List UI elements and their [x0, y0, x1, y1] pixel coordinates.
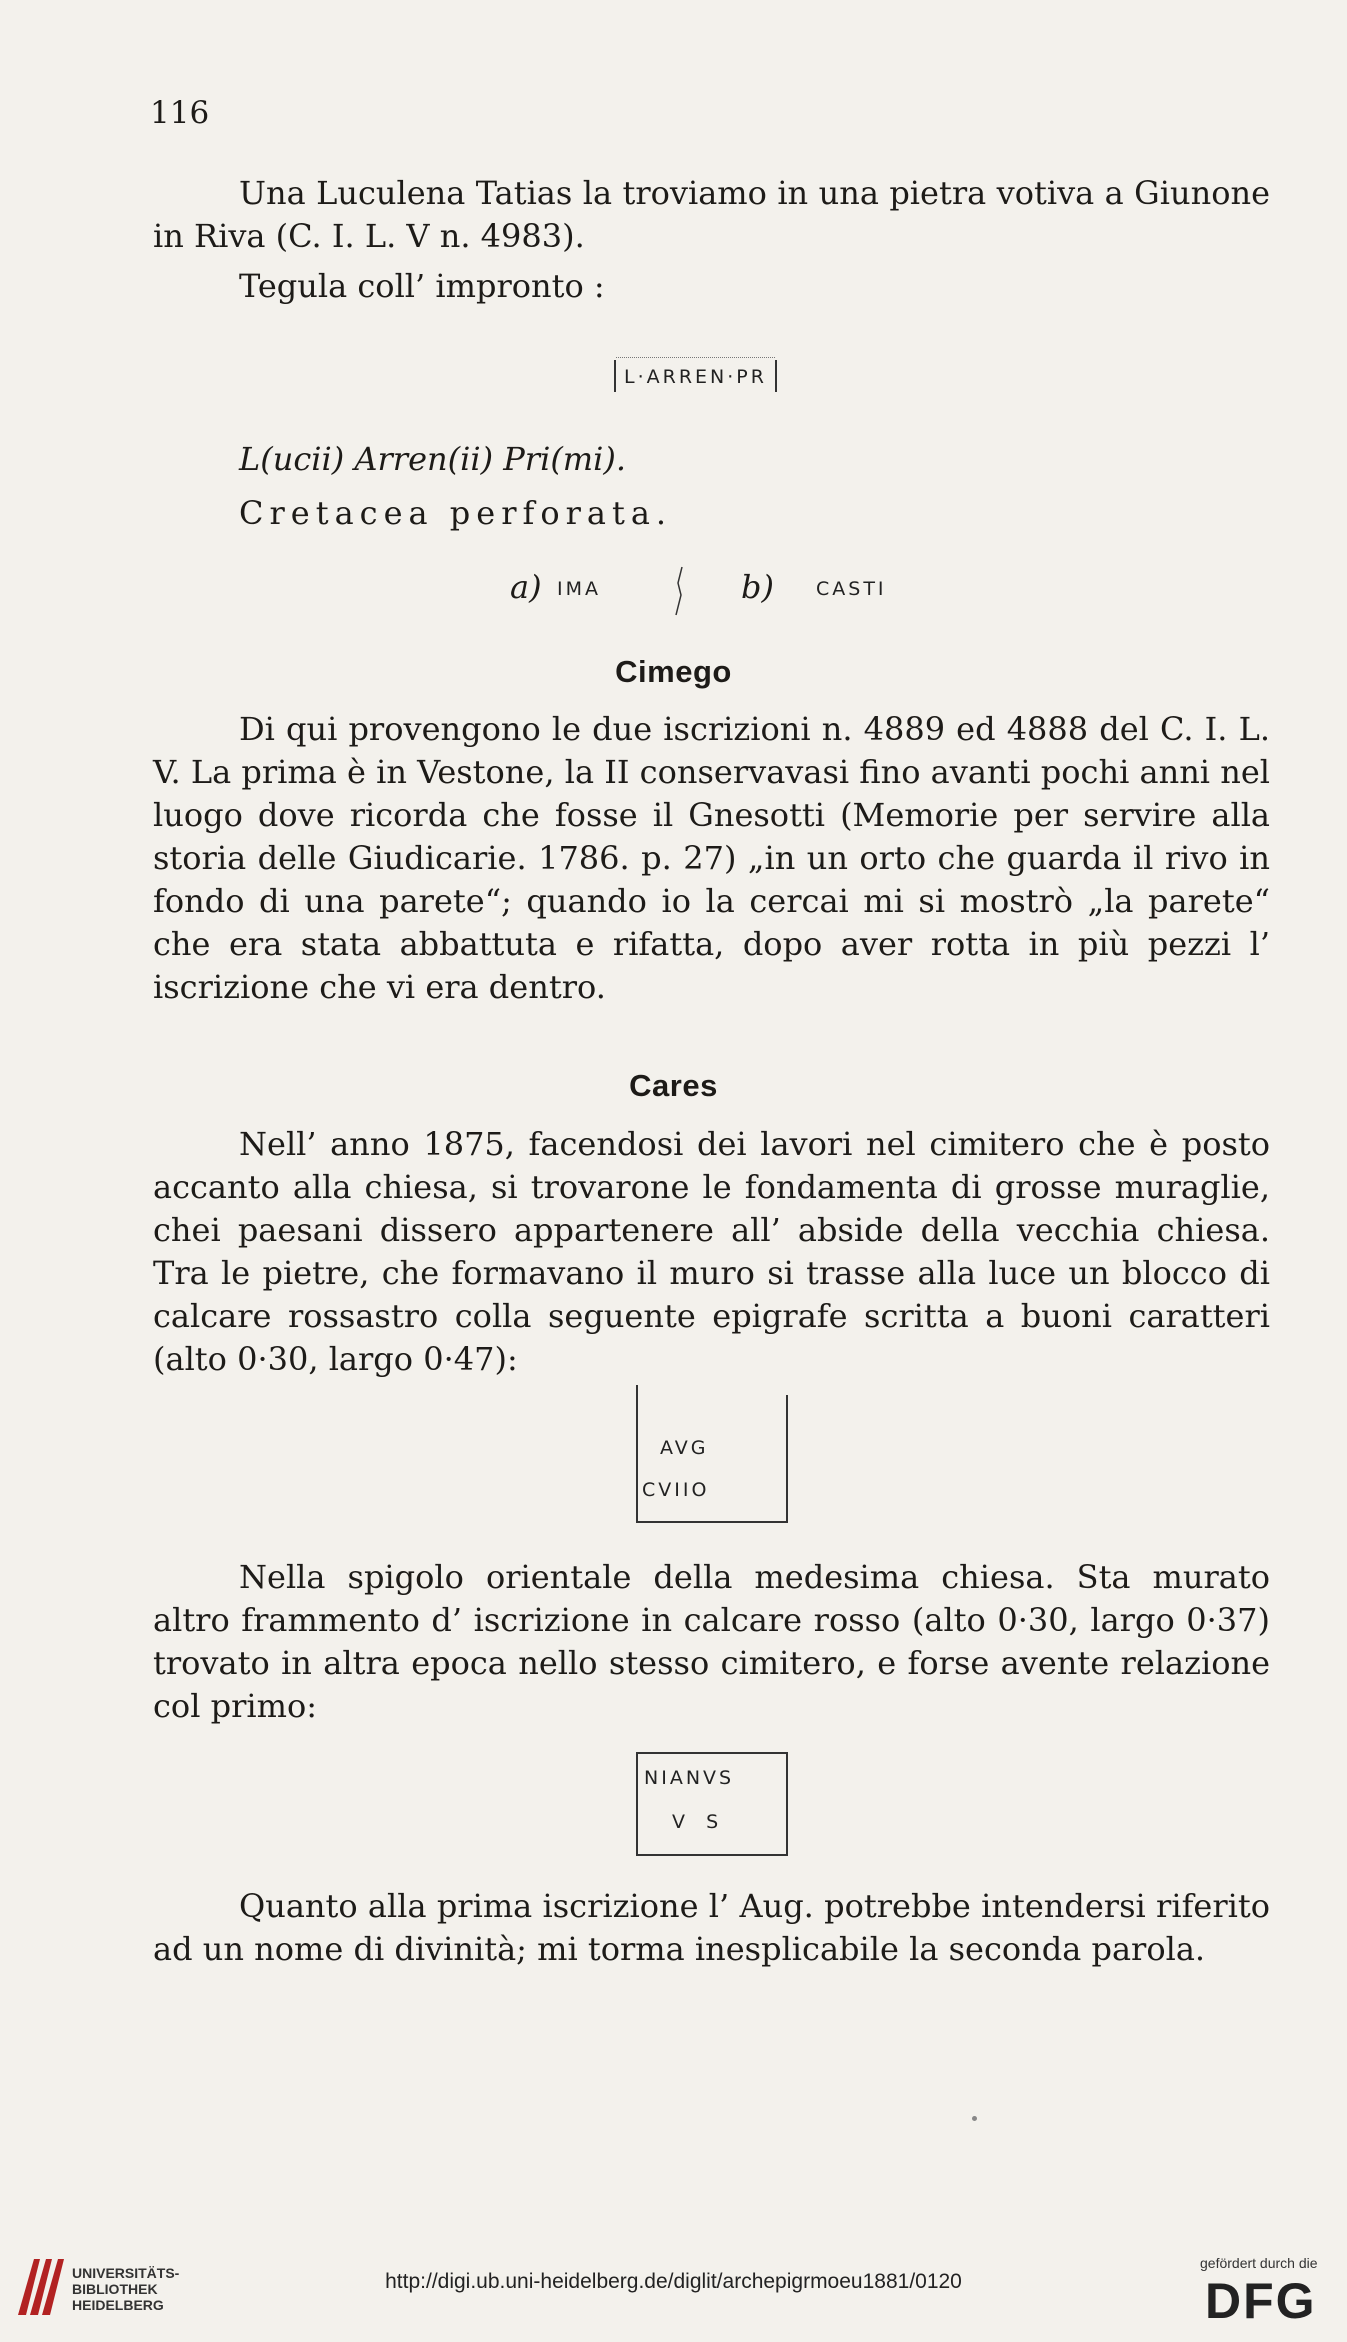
- tegula-caption: Tegula coll’ impronto :: [239, 267, 605, 305]
- heading-cimego: Cimego: [615, 654, 732, 689]
- fragment-a: IMA: [557, 578, 601, 600]
- inscription-2-line-2: V S: [672, 1811, 722, 1833]
- cares-paragraph-3: Quanto alla prima iscrizione l’ Aug. potrebbe intendersi riferito ad un nome di divinità; mi torma inesplicabile la seconda parola.: [153, 1887, 1270, 1968]
- inscription-1-line-2: CVIIO: [642, 1479, 710, 1501]
- cares-paragraph-1: Nell’ anno 1875, facendosi dei lavori nel cimitero che è posto accanto alla chiesa, si trovarone le fondamenta di grosse muraglie, chei paesani dissero appartenere all’ abside della vecchia chiesa. Tra le pietre, che formavano il muro si trasse alla luce un blocco di calcare rossastro colla seguente epigrafe scritta a buoni caratteri (alto 0·30, largo 0·47):: [153, 1125, 1270, 1378]
- dfg-logo: DFG: [1205, 2273, 1317, 2329]
- inscription-box-1: [636, 1395, 788, 1523]
- break-mark: [670, 565, 686, 617]
- cimego-paragraph: Di qui provengono le due iscrizioni n. 4889 ed 4888 del C. I. L. V. La prima è in Vestone, la II conservavasi fino avanti pochi anni nel luogo dove ricorda che fosse il Gnesotti (Memorie per servire alla storia delle Giudicarie. 1786. p. 27) „in un orto che guarda il rivo in fondo di una parete“; quando io la cercai mi si mostrò „la parete“ che era stata abbattuta e rifatta, dopo aver rotta in più pezzi l’ iscrizione che vi era dentro.: [153, 710, 1270, 1006]
- page-number: 116: [150, 95, 210, 131]
- tegula-expansion: L(ucii) Arren(ii) Pri(mi).: [239, 440, 627, 478]
- stray-dot: [972, 2116, 977, 2121]
- fragment-b: CASTI: [816, 578, 887, 600]
- intro-paragraph: Una Luculena Tatias la troviamo in una pietra votiva a Giunone in Riva (C. I. L. V n. 4983).: [153, 174, 1270, 255]
- funded-by-text: gefördert durch die: [1200, 2255, 1318, 2271]
- tegula-inscription: L·ARREN·PR: [614, 360, 777, 392]
- permalink-url[interactable]: http://digi.ub.uni-heidelberg.de/diglit/archepigrmoeu1881/0120: [385, 2270, 962, 2293]
- cretacea-line: Cretacea perforata.: [239, 494, 673, 532]
- inscription-box-2: [636, 1752, 788, 1856]
- cares-paragraph-2: Nella spigolo orientale della medesima chiesa. Sta murato altro frammento d’ iscrizione in calcare rosso (alto 0·30, largo 0·37) trovato in altra epoca nello stesso cimitero, e forse avente relazione col primo:: [153, 1558, 1270, 1725]
- inscription-2-line-1: NIANVS: [644, 1767, 735, 1789]
- inscription-1-line-1: AVG: [660, 1437, 709, 1459]
- heading-cares: Cares: [629, 1068, 718, 1103]
- label-b: b): [741, 568, 774, 606]
- label-a: a): [510, 568, 542, 606]
- university-library-name: UNIVERSITÄTS- BIBLIOTHEK HEIDELBERG: [72, 2265, 180, 2313]
